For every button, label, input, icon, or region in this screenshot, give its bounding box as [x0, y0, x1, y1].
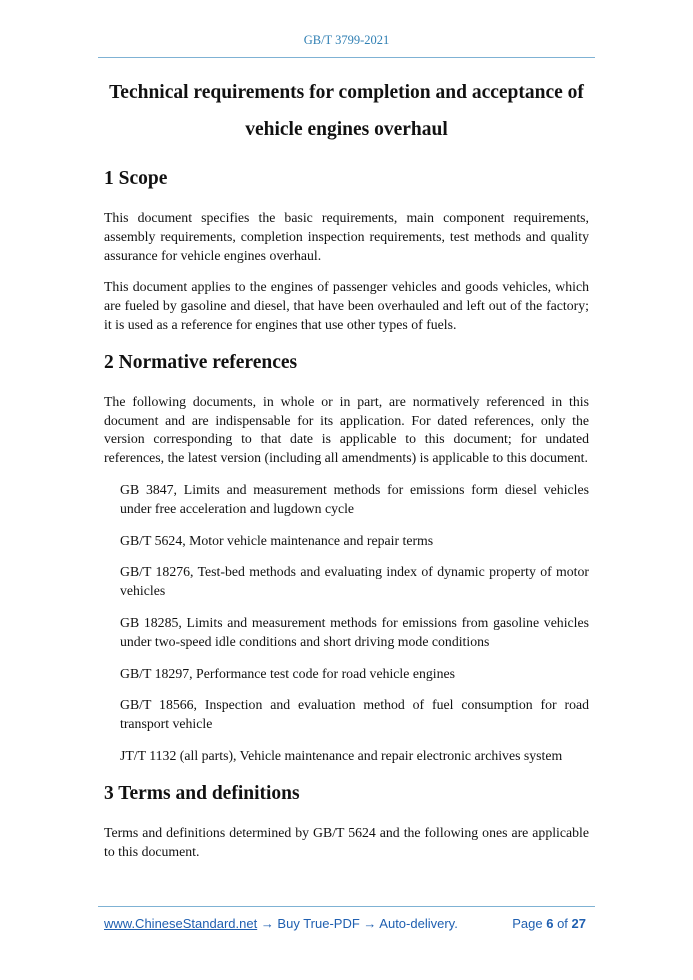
reference-item: GB 3847, Limits and measurement methods for emissions form diesel vehicles under free acceleration and lugdown cycle — [120, 481, 589, 516]
reference-item: GB/T 18276, Test-bed methods and evaluating index of dynamic property of motor vehicles — [120, 564, 589, 599]
scope-paragraph-2: This document applies to the engines of passenger vehicles and goods vehicles, which are fueled by gasoline and diesel, that have been overhauled and left out of the factory; it is used as a reference for engines that use other types of fuels. — [104, 279, 589, 332]
reference-item: GB 18285, Limits and measurement methods for emissions from gasoline vehicles under two-speed idle conditions and short driving mode conditions — [120, 614, 589, 649]
normative-intro-paragraph: The following documents, in whole or in part, are normatively referenced in this document and are indispensable for its application. For dated references, only the version corresponding to that date is applicable to this document; for undated references, the latest version (including all amendments) is applicable to this document. — [104, 393, 589, 466]
page-label: Page — [512, 916, 543, 931]
current-page-number: 6 — [546, 916, 554, 931]
page-indicator — [512, 916, 586, 931]
footer-tagline: → Buy True-PDF → Auto-delivery. — [257, 916, 458, 931]
terms-paragraph: Terms and definitions determined by GB/T 5624 and the following ones are applicable to this document. — [104, 824, 589, 859]
reference-item: GB/T 18297, Performance test code for road vehicle engines — [120, 665, 455, 681]
document-body — [104, 168, 589, 861]
of-label: of — [557, 916, 568, 931]
section-heading-scope: 1 Scope — [104, 168, 168, 189]
total-pages-number: 27 — [571, 916, 586, 931]
reference-item: GB/T 5624, Motor vehicle maintenance and repair terms — [120, 532, 434, 548]
header-standard-code: GB/T 3799-2021 — [303, 33, 390, 47]
footer-divider — [98, 906, 595, 907]
document-title-line-2: vehicle engines overhaul — [245, 119, 448, 140]
scope-paragraph-1: This document specifies the basic requirements, main component requirements, assembly requirements, completion inspection requirements, test methods and quality assurance for vehicle engines overhaul. — [104, 210, 589, 263]
document-title-line-1: Technical requirements for completion and acceptance of — [109, 82, 584, 103]
section-heading-terms-and-definitions: 3 Terms and definitions — [104, 782, 300, 804]
website-link[interactable]: www.ChineseStandard.net — [104, 916, 258, 931]
header-divider — [98, 57, 595, 58]
reference-item: GB/T 18566, Inspection and evaluation method of fuel consumption for road transport vehicle — [120, 697, 589, 732]
section-heading-normative-references: 2 Normative references — [104, 351, 298, 373]
reference-item: JT/T 1132 (all parts), Vehicle maintenance and repair electronic archives system — [120, 747, 563, 763]
